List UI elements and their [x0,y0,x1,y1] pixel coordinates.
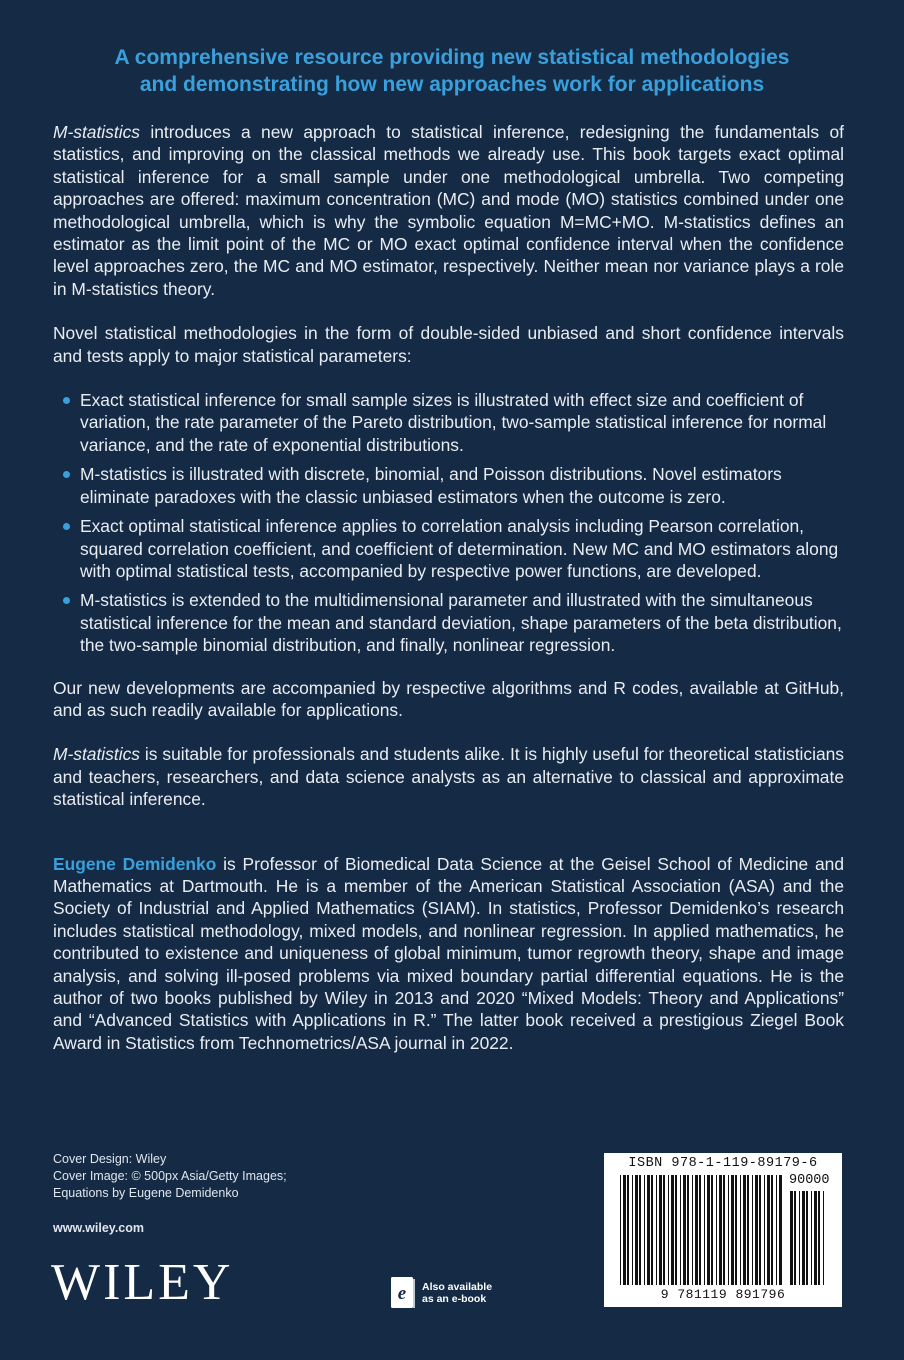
svg-text:e: e [397,1283,407,1304]
bullet-icon [63,471,70,478]
barcode-bar [687,1175,689,1285]
developments-paragraph: Our new developments are accompanied by respective algorithms and R codes, available at GitHub, and as such readily available for applications. [53,677,844,720]
wiley-logo: WILEY [51,1254,234,1311]
barcode-bar [818,1191,820,1285]
credit-equations: Equations by Eugene Demidenko [53,1186,239,1200]
ebook-label [422,1281,492,1305]
barcode-bar [675,1175,677,1285]
feature-list [53,389,844,656]
e-book-icon [390,1276,416,1309]
suitable-paragraph [53,743,844,810]
description [53,121,844,1054]
list-item [53,463,844,508]
isbn-number: ISBN 978-1-119-89179-6 [628,1156,818,1171]
barcode-bar [743,1175,746,1285]
book-title: M-statistics [53,122,140,142]
barcode-bar [623,1175,626,1285]
list-item [53,515,844,582]
barcode-bar [799,1191,800,1285]
barcode-bar [740,1175,741,1285]
bullet-icon [63,597,70,604]
headline [60,44,844,98]
barcode-bar [814,1191,817,1285]
barcode-bar [764,1175,765,1285]
barcode-bars [604,1153,842,1307]
barcode-bar [747,1175,749,1285]
barcode-bar [711,1175,713,1285]
list-item-text: M-statistics is extended to the multidimensional parameter and illustrated with the simultaneous statistical inference for the mean and standard deviation, shape parameters of the beta distribution, the two-sample binomial distribution, and finally, nonlinear regression. [80,590,842,656]
barcode-bar [627,1175,629,1285]
book-title: M-statistics [53,744,140,765]
intro-paragraph [53,121,844,300]
barcode-bar [668,1175,669,1285]
barcode-bar [707,1175,710,1285]
barcode-bar [779,1175,782,1285]
ebook-label-line-1: Also available [422,1280,493,1293]
ebook-badge [390,1276,492,1309]
barcode-bar [663,1175,665,1285]
barcode-bar [639,1175,641,1285]
barcode-bar [759,1175,761,1285]
author-name: Eugene Demidenko [53,853,217,874]
barcode-bar [620,1175,621,1285]
barcode-bar [716,1175,717,1285]
barcode-bar [704,1175,705,1285]
barcode-bar [647,1175,650,1285]
barcode-bar [635,1175,638,1285]
barcode-bar [723,1175,725,1285]
list-item-text: Exact statistical inference for small sample sizes is illustrated with effect size and coefficient of variation, the rate parameter of the Pareto distribution, two-sample statistical inference for normal variance, and the rate of exponential distributions. [80,390,827,455]
website-link[interactable]: www.wiley.com [53,1221,144,1235]
intro-text: introduces a new approach to statistical inference, redesigning the fundamentals of statistics, and improving on the classical methods we already use. This book targets exact optimal statistical inference for a small sample under one methodological umbrella. Two competing approaches are offered: maximum concentration (MC) and mode (MO) statistics combined under one methodological umbrella, which is why the symbolic equation M=MC+MO. M-statistics defines an estimator as the limit point of the MC or MO exact optimal confidence interval when the confidence level approaches zero, the MC and MO estimator, respectively. Neither mean nor variance plays a role in M-statistics theory. [53,122,844,299]
list-item [53,389,844,456]
barcode-bar [823,1191,824,1285]
barcode-bar [680,1175,681,1285]
barcode-bar [806,1191,808,1285]
list-item-text: M-statistics is illustrated with discrete, binomial, and Poisson distributions. Novel estimators eliminate paradoxes with the classic unbiased estimators when the outcome is zero. [80,464,782,507]
ean-digits: 9 781119 891796 [660,1287,786,1302]
barcode-bar [728,1175,729,1285]
barcode-bar [692,1175,693,1285]
barcode-bar [755,1175,758,1285]
barcode-bar [731,1175,734,1285]
suitable-text: is suitable for professionals and students alike. It is highly useful for theoretical statisticians and teachers, researchers, and data science analysts as an alternative to classical and approximate statistical inference. [53,744,844,810]
barcode-bar [719,1175,722,1285]
barcode-bar [802,1191,805,1285]
author-bio-text: is Professor of Biomedical Data Science at the Geisel School of Medicine and Mathematics at Dartmouth. He is a member of the American Statistical Association (ASA) and the Society of Industrial and Applied Mathematics (SIAM). In statistics, Professor Demidenko’s research includes statistical methodology, mixed models, and nonlinear regression. In applied mathematics, he contributed to existence and uniqueness of global minimum, tumor regrowth theory, shape and image analysis, and solving ill-posed problems via mixed boundary partial differential equations. He is the author of two books published by Wiley in 2013 and 2020 “Mixed Models: Theory and Applications” and “Advanced Statistics with Applications in R.” The latter book received a prestigious Ziegel Book Award in Statistics from Technometrics/ASA journal in 2022. [53,853,844,1053]
barcode-bar [699,1175,701,1285]
headline-line-2: and demonstrating how new approaches work for applications [139,73,765,96]
barcode-bar [651,1175,653,1285]
barcode-bar [644,1175,645,1285]
barcode-bar [794,1191,796,1285]
price-code: 90000 [789,1173,830,1188]
bullet-icon [63,397,70,404]
author-bio [53,853,844,1055]
barcode-bar [683,1175,686,1285]
cover-credits [53,1151,287,1202]
bullet-icon [63,523,70,530]
barcode-bar [752,1175,753,1285]
barcode-bar [632,1175,633,1285]
barcode-bar [659,1175,662,1285]
list-item-text: Exact optimal statistical inference applies to correlation analysis including Pearson correlation, squared correlation coefficient, and coefficient of determination. New MC and MO estimators along with optimal statistical tests, accompanied by respective power functions, are developed. [80,516,839,581]
barcode-bar [776,1175,777,1285]
ebook-label-line-2: as an e-book [422,1292,487,1305]
barcode-bar [695,1175,698,1285]
novel-paragraph: Novel statistical methodologies in the form of double-sided unbiased and short confidence intervals and tests apply to major statistical parameters: [53,323,844,366]
barcode-bar [671,1175,674,1285]
credit-design: Cover Design: Wiley [53,1152,167,1166]
barcode-bar [771,1175,773,1285]
barcode-bar [811,1191,812,1285]
list-item [53,589,844,656]
headline-line-1: A comprehensive resource providing new statistical methodologies [114,46,790,69]
credit-image: Cover Image: © 500px Asia/Getty Images; [53,1169,287,1183]
barcode-bar [767,1175,770,1285]
isbn-barcode [604,1153,842,1307]
barcode-bar [790,1191,793,1285]
barcode-bar [735,1175,737,1285]
barcode-bar [656,1175,657,1285]
